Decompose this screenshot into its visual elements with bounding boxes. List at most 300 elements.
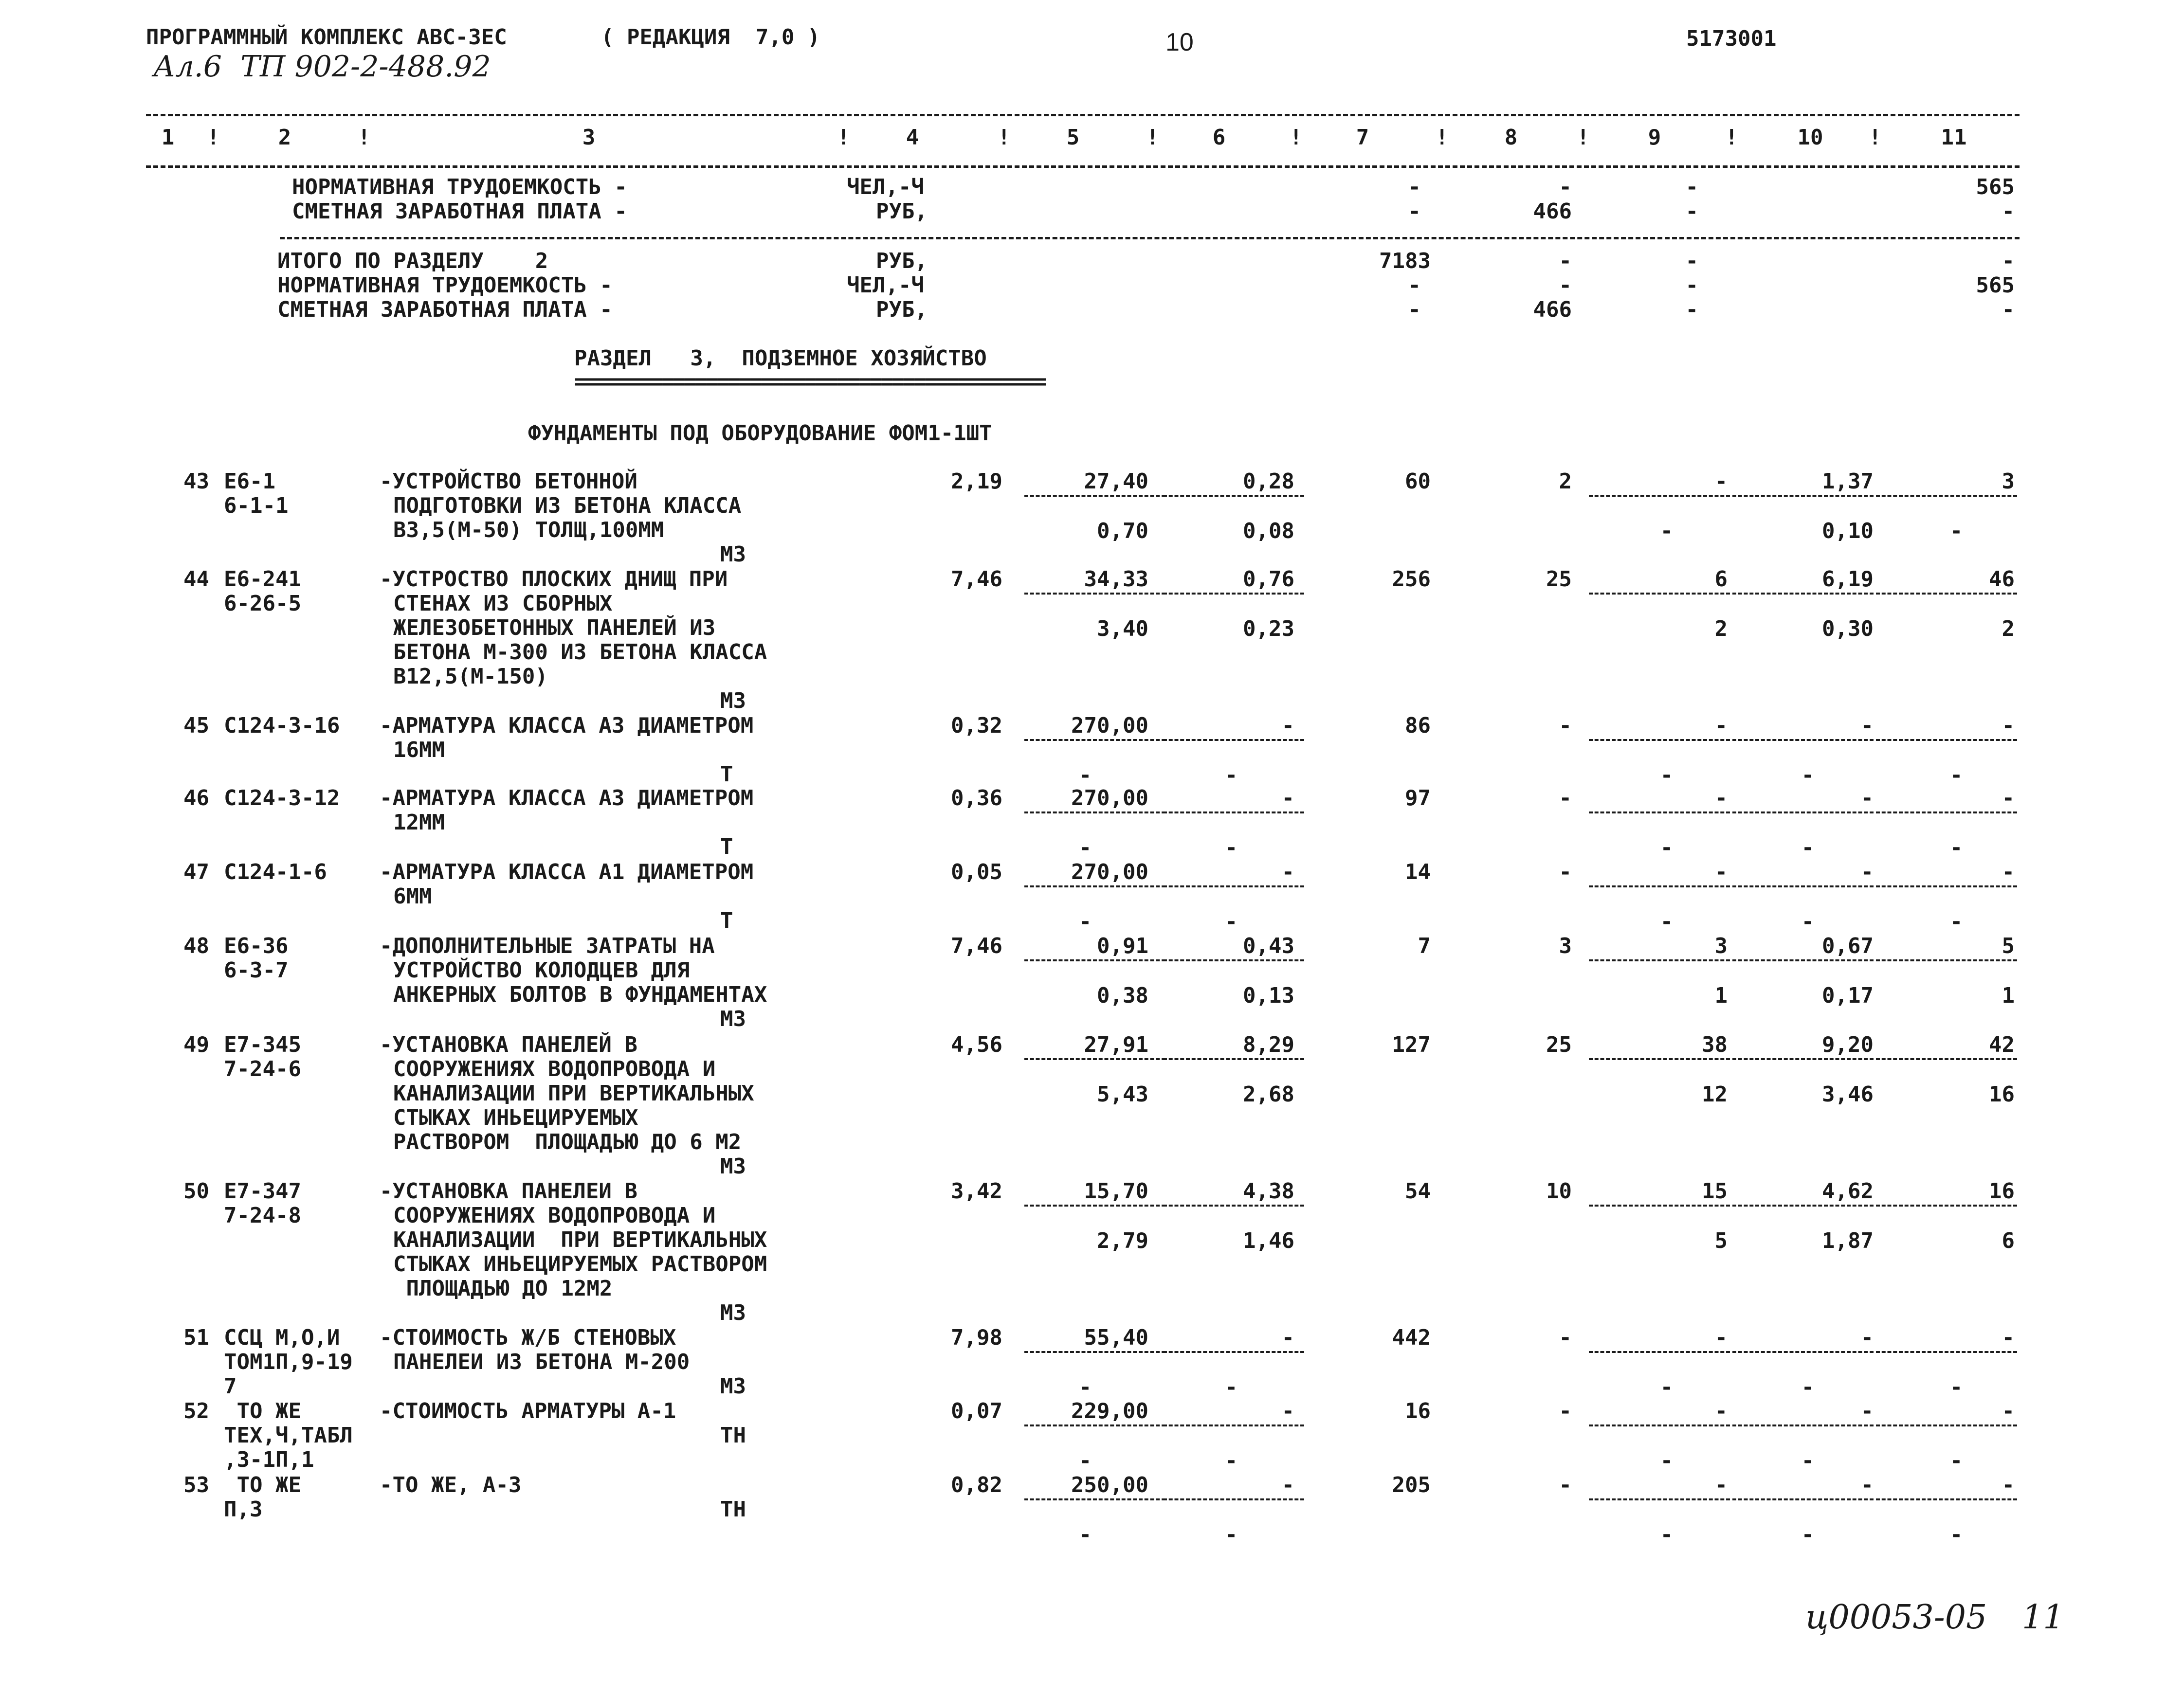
work-description: -УСТАНОВКА ПАНЕЛЕЙ В bbox=[380, 1032, 637, 1057]
cell-c11: - bbox=[2002, 786, 2015, 811]
unit-of-measure: М3 bbox=[720, 1154, 746, 1179]
column-number: 6 bbox=[1212, 125, 1226, 150]
norm-code: ТЕХ,Ч,ТАБЛ bbox=[224, 1423, 353, 1448]
cell-c8: - bbox=[1559, 1399, 1572, 1424]
cell-c6: - bbox=[1281, 1325, 1294, 1350]
column-number: 4 bbox=[906, 125, 919, 150]
cell-c9: - bbox=[1714, 786, 1728, 811]
work-description: БЕТОНА М-300 ИЗ БЕТОНА КЛАССА bbox=[393, 640, 767, 665]
fraction-divider bbox=[1024, 811, 1165, 813]
fraction-divider bbox=[1024, 1425, 1165, 1426]
cell-c4: 0,07 bbox=[951, 1399, 1002, 1424]
cell-c10: 9,20 bbox=[1822, 1032, 1874, 1057]
fraction-divider bbox=[1163, 739, 1304, 741]
fraction-divider bbox=[1163, 1498, 1304, 1500]
fraction-divider bbox=[1876, 959, 2017, 961]
cell-c9: 38 bbox=[1702, 1032, 1728, 1057]
cell-c5: 229,00 bbox=[1071, 1399, 1148, 1424]
cell-c5: 15,70 bbox=[1084, 1179, 1148, 1204]
cell-c4: 4,56 bbox=[951, 1032, 1002, 1057]
summary-value: - bbox=[1408, 297, 1421, 322]
summary-value: - bbox=[1685, 175, 1698, 199]
cell-c6: 0,43 bbox=[1243, 934, 1294, 958]
fraction-divider bbox=[1589, 1205, 1730, 1207]
fraction-divider bbox=[1876, 1425, 2017, 1426]
norm-code: 7-24-8 bbox=[224, 1203, 301, 1228]
cell-b6: 1,46 bbox=[1243, 1228, 1294, 1253]
cell-b11: - bbox=[1949, 1448, 1963, 1473]
norm-code: Е6-1 bbox=[224, 469, 275, 494]
fraction-divider bbox=[1163, 959, 1304, 961]
norm-code: 6-26-5 bbox=[224, 591, 301, 616]
cell-b5: 5,43 bbox=[1097, 1082, 1148, 1107]
column-number: 10 bbox=[1797, 125, 1823, 150]
cell-b9: - bbox=[1660, 1522, 1674, 1547]
unit-of-measure: ТН bbox=[720, 1497, 746, 1522]
cell-b11: - bbox=[1949, 835, 1963, 860]
cell-c11: - bbox=[2002, 713, 2015, 738]
cell-b5: - bbox=[1078, 1522, 1092, 1547]
cell-c11: 16 bbox=[1989, 1179, 2015, 1204]
cell-b11: 6 bbox=[2002, 1228, 2015, 1253]
column-number: 3 bbox=[582, 125, 596, 150]
cell-c5: 55,40 bbox=[1084, 1325, 1148, 1350]
cell-b5: 0,70 bbox=[1097, 519, 1148, 543]
fraction-divider bbox=[1163, 811, 1304, 813]
cell-c10: - bbox=[1860, 1473, 1874, 1497]
summary-value: - bbox=[1559, 249, 1572, 273]
fraction-divider bbox=[1876, 885, 2017, 887]
cell-c7: 60 bbox=[1405, 469, 1431, 494]
fraction-divider bbox=[1024, 593, 1165, 595]
cell-c11: 42 bbox=[1989, 1032, 2015, 1057]
work-description: -АРМАТУРА КЛАССА А3 ДИАМЕТРОМ bbox=[380, 713, 754, 738]
unit-of-measure: Т bbox=[720, 834, 733, 859]
edition-label: ( РЕДАКЦИЯ 7,0 ) bbox=[601, 25, 820, 50]
work-description: КАНАЛИЗАЦИИ ПРИ ВЕРТИКАЛЬНЫХ bbox=[393, 1227, 767, 1252]
norm-code: Е7-347 bbox=[224, 1179, 301, 1204]
cell-b6: 0,08 bbox=[1243, 519, 1294, 543]
cell-c9: - bbox=[1714, 713, 1728, 738]
fraction-divider bbox=[1589, 811, 1730, 813]
work-description: КАНАЛИЗАЦИИ ПРИ ВЕРТИКАЛЬНЫХ bbox=[393, 1081, 754, 1106]
handwritten-reference: Ал.6 ТП 902-2-488.92 bbox=[153, 50, 491, 84]
work-description: -ТО ЖЕ, А-3 bbox=[380, 1473, 522, 1497]
fraction-divider bbox=[1589, 959, 1730, 961]
row-number: 48 bbox=[183, 934, 209, 958]
cell-c6: - bbox=[1281, 713, 1294, 738]
cell-c10: - bbox=[1860, 1399, 1874, 1424]
fraction-divider bbox=[1024, 739, 1165, 741]
unit-of-measure: Т bbox=[720, 908, 733, 933]
cell-b9: - bbox=[1660, 1448, 1674, 1473]
cell-c7: 442 bbox=[1392, 1325, 1431, 1350]
column-number: 11 bbox=[1941, 125, 1967, 150]
cell-c8: - bbox=[1559, 713, 1572, 738]
cell-c6: 0,28 bbox=[1243, 469, 1294, 494]
fraction-divider bbox=[1589, 1351, 1730, 1353]
summary-unit: РУБ, bbox=[876, 297, 928, 322]
cell-b11: 2 bbox=[2002, 616, 2015, 641]
cell-c7: 86 bbox=[1405, 713, 1431, 738]
fraction-divider bbox=[1876, 1058, 2017, 1060]
column-number: 5 bbox=[1066, 125, 1080, 150]
cell-b9: - bbox=[1660, 763, 1674, 788]
fraction-divider bbox=[1163, 593, 1304, 595]
fraction-divider bbox=[1876, 811, 2017, 813]
summary-value: - bbox=[1685, 273, 1698, 298]
cell-b10: - bbox=[1801, 835, 1815, 860]
cell-c10: 0,67 bbox=[1822, 934, 1874, 958]
section-underline: =========================================== bbox=[574, 369, 1045, 394]
unit-of-measure: М3 bbox=[720, 542, 746, 567]
cell-c4: 0,82 bbox=[951, 1473, 1002, 1497]
summary-label: НОРМАТИВНАЯ ТРУДОЕМКОСТЬ - bbox=[277, 273, 613, 298]
summary-value: 565 bbox=[1976, 175, 2015, 199]
summary-value: - bbox=[1685, 297, 1698, 322]
cell-c7: 256 bbox=[1392, 567, 1431, 592]
fraction-divider bbox=[1876, 1498, 2017, 1500]
cell-c6: - bbox=[1281, 1399, 1294, 1424]
norm-code: П,3 bbox=[224, 1497, 263, 1522]
cell-c8: 3 bbox=[1559, 934, 1572, 958]
cell-c8: 10 bbox=[1546, 1179, 1572, 1204]
row-number: 49 bbox=[183, 1032, 209, 1057]
work-description: РАСТВОРОМ ПЛОЩАДЬЮ ДО 6 М2 bbox=[393, 1130, 742, 1154]
section-subtitle: ФУНДАМЕНТЫ ПОД ОБОРУДОВАНИЕ ФОМ1-1ШТ bbox=[528, 421, 992, 446]
cell-c5: 27,91 bbox=[1084, 1032, 1148, 1057]
cell-c8: 25 bbox=[1546, 567, 1572, 592]
cell-b10: 1,87 bbox=[1822, 1228, 1874, 1253]
unit-of-measure: М3 bbox=[720, 1300, 746, 1325]
fraction-divider bbox=[1589, 1058, 1730, 1060]
row-number: 44 bbox=[183, 567, 209, 592]
work-description: СООРУЖЕНИЯХ ВОДОПРОВОДА И bbox=[393, 1057, 716, 1082]
row-number: 51 bbox=[183, 1325, 209, 1350]
fraction-divider bbox=[1024, 959, 1165, 961]
work-description: -АРМАТУРА КЛАССА А1 ДИАМЕТРОМ bbox=[380, 860, 754, 884]
cell-c5: 250,00 bbox=[1071, 1473, 1148, 1497]
norm-code: 6-1-1 bbox=[224, 493, 289, 518]
cell-b11: - bbox=[1949, 1375, 1963, 1400]
summary-unit: ЧЕЛ,-Ч bbox=[847, 175, 924, 199]
cell-b6: - bbox=[1224, 1448, 1238, 1473]
fraction-divider bbox=[1732, 739, 1874, 741]
cell-c9: 3 bbox=[1714, 934, 1728, 958]
fraction-divider bbox=[1589, 885, 1730, 887]
fraction-divider bbox=[1589, 495, 1730, 497]
row-number: 45 bbox=[183, 713, 209, 738]
work-description: -СТОИМОСТЬ Ж/Б СТЕНОВЫХ bbox=[380, 1325, 676, 1350]
cell-b11: - bbox=[1949, 909, 1963, 934]
cell-c9: 15 bbox=[1702, 1179, 1728, 1204]
norm-code: Е6-36 bbox=[224, 934, 289, 958]
cell-c10: 4,62 bbox=[1822, 1179, 1874, 1204]
cell-c10: 1,37 bbox=[1822, 469, 1874, 494]
summary-value: - bbox=[1408, 175, 1421, 199]
fraction-divider bbox=[1163, 1425, 1304, 1426]
column-number: 8 bbox=[1504, 125, 1518, 150]
column-number: 1 bbox=[161, 125, 175, 150]
fraction-divider bbox=[1732, 593, 1874, 595]
cell-c8: - bbox=[1559, 1473, 1572, 1497]
work-description: 6ММ bbox=[393, 884, 432, 909]
cell-c5: 27,40 bbox=[1084, 469, 1148, 494]
cell-b9: - bbox=[1660, 835, 1674, 860]
cell-b11: - bbox=[1949, 519, 1963, 543]
cell-c5: 270,00 bbox=[1071, 713, 1148, 738]
norm-code: Е7-345 bbox=[224, 1032, 301, 1057]
cell-b10: 0,10 bbox=[1822, 519, 1874, 543]
cell-b6: 0,13 bbox=[1243, 983, 1294, 1008]
fraction-divider bbox=[1589, 1425, 1730, 1426]
cell-b10: 3,46 bbox=[1822, 1082, 1874, 1107]
row-number: 46 bbox=[183, 786, 209, 811]
cell-c4: 0,32 bbox=[951, 713, 1002, 738]
cell-b9: - bbox=[1660, 519, 1674, 543]
unit-of-measure: М3 bbox=[720, 1007, 746, 1031]
cell-c7: 14 bbox=[1405, 860, 1431, 884]
handwritten-code: ц00053-05 bbox=[1805, 1598, 1987, 1637]
fraction-divider bbox=[1732, 959, 1874, 961]
work-description: СООРУЖЕНИЯХ ВОДОПРОВОДА И bbox=[393, 1203, 716, 1228]
norm-code: 6-3-7 bbox=[224, 958, 289, 983]
work-description: ПОДГОТОВКИ ИЗ БЕТОНА КЛАССА bbox=[393, 493, 742, 518]
norm-code: С124-1-6 bbox=[224, 860, 327, 884]
cell-b10: - bbox=[1801, 909, 1815, 934]
cell-c11: - bbox=[2002, 1325, 2015, 1350]
cell-b10: - bbox=[1801, 1448, 1815, 1473]
unit-of-measure: ТН bbox=[720, 1423, 746, 1448]
cell-b10: 0,30 bbox=[1822, 616, 1874, 641]
norm-code: 7-24-6 bbox=[224, 1057, 301, 1082]
work-description: -УСТРОЙСТВО БЕТОННОЙ bbox=[380, 469, 637, 494]
summary-unit: РУБ, bbox=[876, 199, 928, 224]
summary-value: - bbox=[1408, 199, 1421, 224]
work-description: -АРМАТУРА КЛАССА А3 ДИАМЕТРОМ bbox=[380, 786, 754, 811]
fraction-divider bbox=[1589, 1498, 1730, 1500]
cell-b9: 12 bbox=[1702, 1082, 1728, 1107]
fraction-divider bbox=[1163, 1058, 1304, 1060]
summary-value: - bbox=[1685, 199, 1698, 224]
cell-c5: 34,33 bbox=[1084, 567, 1148, 592]
cell-c4: 2,19 bbox=[951, 469, 1002, 494]
cell-b9: 1 bbox=[1714, 983, 1728, 1008]
cell-b9: - bbox=[1660, 909, 1674, 934]
cell-b6: - bbox=[1224, 835, 1238, 860]
sheet-number: 11 bbox=[2022, 1598, 2064, 1637]
row-number: 50 bbox=[183, 1179, 209, 1204]
summary-value: - bbox=[2002, 297, 2015, 322]
work-description: СТЫКАХ ИНЬЕЦИРУЕМЫХ РАСТВОРОМ bbox=[393, 1252, 767, 1277]
cell-c7: 97 bbox=[1405, 786, 1431, 811]
summary-value: - bbox=[2002, 249, 2015, 273]
summary-value: 565 bbox=[1976, 273, 2015, 298]
cell-c7: 7 bbox=[1418, 934, 1431, 958]
fraction-divider bbox=[1732, 1205, 1874, 1207]
summary-value: 7183 bbox=[1379, 249, 1431, 273]
work-description: ПАНЕЛЕИ ИЗ БЕТОНА М-200 bbox=[393, 1350, 690, 1374]
cell-b5: 3,40 bbox=[1097, 616, 1148, 641]
cell-c6: - bbox=[1281, 1473, 1294, 1497]
fraction-divider bbox=[1163, 885, 1304, 887]
unit-of-measure: М3 bbox=[720, 688, 746, 713]
cell-c6: 0,76 bbox=[1243, 567, 1294, 592]
cell-b11: 1 bbox=[2002, 983, 2015, 1008]
cell-b6: - bbox=[1224, 1375, 1238, 1400]
cell-b10: - bbox=[1801, 763, 1815, 788]
cell-b9: 2 bbox=[1714, 616, 1728, 641]
fraction-divider bbox=[1732, 1351, 1874, 1353]
cell-b6: 2,68 bbox=[1243, 1082, 1294, 1107]
fraction-divider bbox=[1876, 1205, 2017, 1207]
summary-value: - bbox=[1685, 249, 1698, 273]
cell-c10: 6,19 bbox=[1822, 567, 1874, 592]
fraction-divider bbox=[1876, 739, 2017, 741]
work-description: В12,5(М-150) bbox=[393, 664, 548, 689]
row-number: 47 bbox=[183, 860, 209, 884]
cell-c10: - bbox=[1860, 786, 1874, 811]
work-description: -ДОПОЛНИТЕЛЬНЫЕ ЗАТРАТЫ НА bbox=[380, 934, 715, 958]
summary-unit: РУБ, bbox=[876, 249, 928, 273]
fraction-divider bbox=[1163, 495, 1304, 497]
fraction-divider bbox=[1024, 495, 1165, 497]
cell-c8: 2 bbox=[1559, 469, 1572, 494]
cell-c4: 7,98 bbox=[951, 1325, 1002, 1350]
fraction-divider bbox=[1732, 1498, 1874, 1500]
norm-code: ССЦ М,О,И bbox=[224, 1325, 340, 1350]
cell-b5: - bbox=[1078, 835, 1092, 860]
unit-of-measure: М3 bbox=[720, 1374, 746, 1399]
cell-c8: 25 bbox=[1546, 1032, 1572, 1057]
header-bottom-rule bbox=[146, 165, 2020, 168]
cell-c4: 7,46 bbox=[951, 934, 1002, 958]
unit-of-measure: Т bbox=[720, 762, 733, 787]
cell-c11: - bbox=[2002, 860, 2015, 884]
summary-value: 466 bbox=[1533, 199, 1572, 224]
cell-c11: 46 bbox=[1989, 567, 2015, 592]
cell-c11: 5 bbox=[2002, 934, 2015, 958]
cell-c6: - bbox=[1281, 860, 1294, 884]
fraction-divider bbox=[1163, 1205, 1304, 1207]
cell-c8: - bbox=[1559, 860, 1572, 884]
cell-b5: - bbox=[1078, 1375, 1092, 1400]
work-description: В3,5(М-50) ТОЛЩ,100ММ bbox=[393, 518, 664, 542]
cell-c6: - bbox=[1281, 786, 1294, 811]
fraction-divider bbox=[1876, 495, 2017, 497]
fraction-divider bbox=[1732, 885, 1874, 887]
norm-code: С124-3-16 bbox=[224, 713, 340, 738]
norm-code: 7 bbox=[224, 1374, 237, 1399]
cell-b10: 0,17 bbox=[1822, 983, 1874, 1008]
page-number: 10 bbox=[1165, 28, 1194, 56]
fraction-divider bbox=[1732, 1425, 1874, 1426]
cell-c11: 3 bbox=[2002, 469, 2015, 494]
summary-separator-rule bbox=[280, 237, 2020, 239]
fraction-divider bbox=[1876, 1351, 2017, 1353]
work-description: СТЫКАХ ИНЬЕЦИРУЕМЫХ bbox=[393, 1105, 638, 1130]
summary-value: - bbox=[1559, 175, 1572, 199]
summary-label: ИТОГО ПО РАЗДЕЛУ 2 bbox=[277, 249, 548, 273]
cell-c7: 16 bbox=[1405, 1399, 1431, 1424]
norm-code: ТО ЖЕ bbox=[224, 1473, 301, 1497]
fraction-divider bbox=[1024, 885, 1165, 887]
work-description: 12ММ bbox=[393, 810, 445, 835]
summary-label: НОРМАТИВНАЯ ТРУДОЕМКОСТЬ - bbox=[292, 175, 627, 199]
work-description: ЖЕЛЕЗОБЕТОННЫХ ПАНЕЛЕЙ ИЗ bbox=[393, 615, 716, 640]
work-description: УСТРОЙСТВО КОЛОДЦЕВ ДЛЯ bbox=[393, 958, 690, 983]
cell-c8: - bbox=[1559, 786, 1572, 811]
cell-c9: - bbox=[1714, 1399, 1728, 1424]
fraction-divider bbox=[1732, 1058, 1874, 1060]
cell-b6: - bbox=[1224, 909, 1238, 934]
work-description: -УСТАНОВКА ПАНЕЛЕИ В bbox=[380, 1179, 637, 1204]
cell-b11: - bbox=[1949, 1522, 1963, 1547]
cell-c4: 0,36 bbox=[951, 786, 1002, 811]
cell-c9: - bbox=[1714, 1325, 1728, 1350]
fraction-divider bbox=[1876, 593, 2017, 595]
header-top-rule bbox=[146, 114, 2020, 116]
cell-c4: 0,05 bbox=[951, 860, 1002, 884]
cell-b5: - bbox=[1078, 909, 1092, 934]
fraction-divider bbox=[1589, 739, 1730, 741]
work-description: -СТОИМОСТЬ АРМАТУРЫ А-1 bbox=[380, 1399, 676, 1424]
fraction-divider bbox=[1732, 495, 1874, 497]
fraction-divider bbox=[1024, 1058, 1165, 1060]
row-number: 43 bbox=[183, 469, 209, 494]
cell-b10: - bbox=[1801, 1522, 1815, 1547]
cell-c4: 3,42 bbox=[951, 1179, 1002, 1204]
cell-c5: 270,00 bbox=[1071, 860, 1148, 884]
row-number: 53 bbox=[183, 1473, 209, 1497]
cell-b6: - bbox=[1224, 1522, 1238, 1547]
norm-code: ТОМ1П,9-19 bbox=[224, 1350, 353, 1374]
cell-b9: - bbox=[1660, 1375, 1674, 1400]
summary-value: 466 bbox=[1533, 297, 1572, 322]
summary-unit: ЧЕЛ,-Ч bbox=[847, 273, 924, 298]
cell-c6: 4,38 bbox=[1243, 1179, 1294, 1204]
cell-c7: 127 bbox=[1392, 1032, 1431, 1057]
norm-code: С124-3-12 bbox=[224, 786, 340, 811]
cell-c10: - bbox=[1860, 713, 1874, 738]
row-number: 52 bbox=[183, 1399, 209, 1424]
fraction-divider bbox=[1024, 1498, 1165, 1500]
work-description: -УСТРОСТВО ПЛОСКИХ ДНИЩ ПРИ bbox=[380, 567, 728, 592]
cell-c6: 8,29 bbox=[1243, 1032, 1294, 1057]
cell-b5: - bbox=[1078, 1448, 1092, 1473]
work-description: СТЕНАХ ИЗ СБОРНЫХ bbox=[393, 591, 613, 616]
cell-b5: 0,38 bbox=[1097, 983, 1148, 1008]
norm-code: ТО ЖЕ bbox=[224, 1399, 301, 1424]
work-description: ПЛОЩАДЬЮ ДО 12М2 bbox=[393, 1276, 613, 1301]
cell-c10: - bbox=[1860, 1325, 1874, 1350]
work-description: АНКЕРНЫХ БОЛТОВ В ФУНДАМЕНТАХ bbox=[393, 982, 767, 1007]
column-number: 2 bbox=[278, 125, 291, 150]
cell-c9: - bbox=[1714, 1473, 1728, 1497]
fraction-divider bbox=[1732, 811, 1874, 813]
cell-c11: - bbox=[2002, 1399, 2015, 1424]
summary-label: СМЕТНАЯ ЗАРАБОТНАЯ ПЛАТА - bbox=[292, 199, 627, 224]
summary-value: - bbox=[1559, 273, 1572, 298]
cell-b6: 0,23 bbox=[1243, 616, 1294, 641]
summary-value: - bbox=[1408, 273, 1421, 298]
cell-c4: 7,46 bbox=[951, 567, 1002, 592]
program-name: ПРОГРАММНЫЙ КОМПЛЕКС АВС-ЗЕС bbox=[146, 25, 507, 50]
cell-c7: 205 bbox=[1392, 1473, 1431, 1497]
summary-label: СМЕТНАЯ ЗАРАБОТНАЯ ПЛАТА - bbox=[277, 297, 613, 322]
cell-c9: - bbox=[1714, 469, 1728, 494]
cell-c5: 270,00 bbox=[1071, 786, 1148, 811]
